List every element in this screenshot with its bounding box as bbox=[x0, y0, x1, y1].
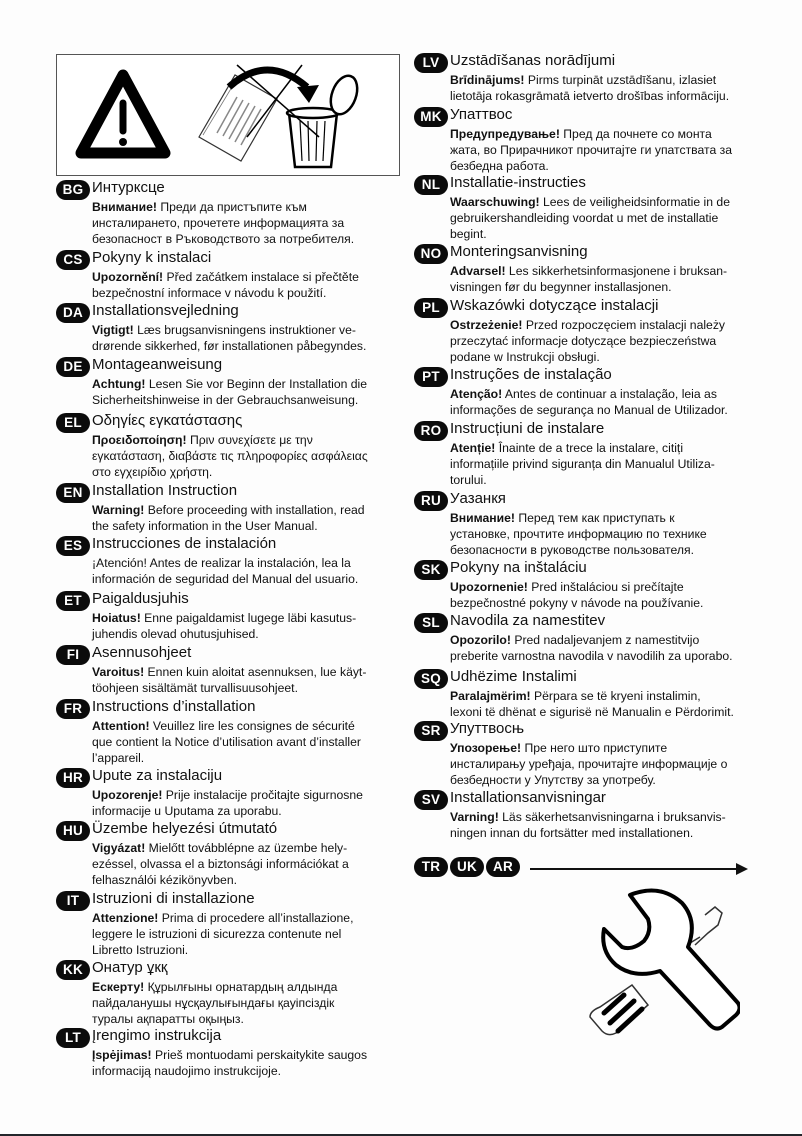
wrench-screwdriver-icon bbox=[560, 885, 740, 1080]
language-badge-hr: HR bbox=[56, 768, 90, 788]
warning-text: Mielőtt továbblépne az üzembe hely- bbox=[145, 841, 348, 855]
warning-line bbox=[450, 88, 729, 104]
warning-line bbox=[92, 979, 337, 995]
warning-line bbox=[450, 809, 726, 825]
warning-triangle-icon bbox=[57, 55, 401, 177]
entry-title: Instrucțiuni de instalare bbox=[450, 420, 605, 437]
warning-text: visningen før du begynner installasjonen. bbox=[450, 280, 672, 294]
warning-line bbox=[92, 448, 368, 464]
warning-label: Upozorenje! bbox=[92, 788, 163, 802]
warning-text: Пре него што приступите bbox=[521, 741, 668, 755]
warning-label: Warning! bbox=[92, 503, 145, 517]
entry-warning-text bbox=[92, 1047, 367, 1079]
language-badge-lt: LT bbox=[56, 1028, 90, 1048]
entry-title: Онатур ұкқ bbox=[92, 959, 168, 976]
warning-text: Преди да пристъпите към bbox=[156, 200, 307, 214]
warning-line bbox=[92, 910, 353, 926]
entry-warning-text bbox=[92, 718, 361, 766]
manual-to-trash-crossed-icon bbox=[199, 65, 362, 167]
warning-text: que contient la Notice d’utilisation avant d’installer bbox=[92, 735, 361, 749]
entry-warning-text bbox=[92, 199, 354, 247]
language-badge-bg: BG bbox=[56, 180, 90, 200]
warning-text: Пред да почнете со монта bbox=[559, 127, 712, 141]
warning-label: Предупредување! bbox=[450, 127, 560, 141]
warning-text: Înainte de a trece la instalare, citiți bbox=[495, 441, 684, 455]
warning-text: Before proceeding with installation, read bbox=[144, 503, 365, 517]
entry-warning-text bbox=[450, 632, 733, 664]
warning-line bbox=[92, 718, 361, 734]
warning-text: Pred inštaláciou si prečítajte bbox=[527, 580, 684, 594]
warning-label: Hoiatus! bbox=[92, 611, 141, 625]
warning-text: informacije u Uputama za uporabu. bbox=[92, 804, 282, 818]
entry-warning-text bbox=[450, 510, 707, 558]
entry-warning-text bbox=[92, 502, 365, 534]
warning-line bbox=[92, 995, 337, 1011]
warning-line bbox=[450, 333, 725, 349]
warning-text: Перед тем как приступать к bbox=[514, 511, 675, 525]
warning-text: туралы ақпаратты оқыңыз. bbox=[92, 1012, 244, 1026]
entry-warning-text bbox=[450, 440, 715, 488]
warning-text: безопасности в руководстве пользователя. bbox=[450, 543, 694, 557]
entry-title: Üzembe helyezési útmutató bbox=[92, 820, 278, 837]
warning-line bbox=[450, 472, 715, 488]
warning-text: στο εγχειρίδιο χρήστη. bbox=[92, 465, 213, 479]
entry-warning-text bbox=[92, 840, 349, 888]
warning-text: informações de segurança no Manual de Utilizador. bbox=[450, 403, 728, 417]
entry-title: Udhëzime Instalimi bbox=[450, 668, 577, 685]
warning-line bbox=[92, 680, 366, 696]
warning-text: preberite varnostna navodila v navodilih za uporabo. bbox=[450, 649, 733, 663]
language-badge-no: NO bbox=[414, 244, 448, 264]
language-badge-mk: MK bbox=[414, 107, 448, 127]
warning-label: Varoitus! bbox=[92, 665, 145, 679]
warning-label: Waarschuwing! bbox=[450, 195, 540, 209]
entry-title: Pokyny k instalaci bbox=[92, 249, 212, 266]
entry-warning-text bbox=[450, 126, 732, 174]
warning-text: begint. bbox=[450, 227, 487, 241]
warning-text: ezéssel, olvassa el a biztonsági információkat a bbox=[92, 857, 349, 871]
warning-line bbox=[450, 226, 730, 242]
warning-line bbox=[92, 626, 356, 642]
language-badge-ar: AR bbox=[486, 857, 520, 877]
warning-label: Upozornenie! bbox=[450, 580, 528, 594]
warning-line bbox=[92, 750, 361, 766]
warning-text: informațiile privind siguranța din Manualul Utiliza- bbox=[450, 457, 715, 471]
warning-text: Przed rozpoczęciem instalacji należy bbox=[522, 318, 726, 332]
warning-text: Prieš montuodami perskaitykite saugos bbox=[151, 1048, 368, 1062]
warning-line bbox=[450, 158, 732, 174]
entry-title: Istruzioni di installazione bbox=[92, 890, 255, 907]
entry-title: Navodila za namestitev bbox=[450, 612, 606, 629]
warning-label: Упозорење! bbox=[450, 741, 522, 755]
warning-line bbox=[450, 402, 728, 418]
warning-text: Læs brugsanvisningens instruktioner ve- bbox=[133, 323, 356, 337]
warning-text: Veuillez lire les consignes de sécurité bbox=[149, 719, 355, 733]
entry-warning-text bbox=[450, 194, 730, 242]
warning-line bbox=[92, 942, 353, 958]
entry-title: Instructions d’installation bbox=[92, 698, 256, 715]
entry-title: Installation Instruction bbox=[92, 482, 238, 499]
language-badge-sr: SR bbox=[414, 721, 448, 741]
safety-pictogram bbox=[56, 54, 400, 176]
warning-line bbox=[92, 376, 367, 392]
warning-line bbox=[92, 872, 349, 888]
warning-line bbox=[450, 526, 707, 542]
language-badge-el: EL bbox=[56, 413, 90, 433]
entry-warning-text bbox=[92, 376, 367, 408]
warning-text: ¡Atención! Antes de realizar la instalación, lea la bbox=[92, 556, 351, 570]
warning-line bbox=[92, 502, 365, 518]
warning-line bbox=[450, 194, 730, 210]
warning-text: жата, во Прирачникот прочитајте ги упатствата за bbox=[450, 143, 733, 157]
language-badge-sk: SK bbox=[414, 560, 448, 580]
arrow-right-line bbox=[530, 868, 740, 870]
entry-warning-text bbox=[450, 579, 703, 611]
warning-text: Құрылғыны орнатардың алдында bbox=[144, 980, 338, 994]
entry-warning-text bbox=[450, 386, 728, 418]
entry-title: Asennusohjeet bbox=[92, 644, 192, 661]
warning-line bbox=[92, 269, 359, 285]
warning-line bbox=[92, 840, 349, 856]
warning-text: Enne paigaldamist lugege läbi kasutus- bbox=[140, 611, 357, 625]
warning-line bbox=[92, 734, 361, 750]
warning-text: lexoni të dhënat e sigurisë në Manualin e Përdorimit. bbox=[450, 705, 734, 719]
warning-line bbox=[92, 338, 366, 354]
warning-text: Les sikkerhetsinformasjonene i bruksan- bbox=[505, 264, 728, 278]
warning-line bbox=[92, 664, 366, 680]
warning-line bbox=[450, 632, 733, 648]
warning-text: Ennen kuin aloitat asennuksen, lue käyt- bbox=[144, 665, 367, 679]
warning-line bbox=[450, 595, 703, 611]
entry-title: Montageanweisung bbox=[92, 356, 223, 373]
language-badge-kk: KK bbox=[56, 960, 90, 980]
warning-line bbox=[92, 1063, 367, 1079]
warning-label: Upozornění! bbox=[92, 270, 164, 284]
entry-title: Paigaldusjuhis bbox=[92, 590, 189, 607]
warning-text: podane w Instrukcji obsługi. bbox=[450, 350, 600, 364]
warning-line bbox=[450, 688, 734, 704]
entry-warning-text bbox=[92, 910, 353, 958]
warning-text: Prima di procedere all’installazione, bbox=[158, 911, 354, 925]
warning-text: Libretto Istruzioni. bbox=[92, 943, 189, 957]
warning-text: töohjeen sisältämät turvallisuusohjeet. bbox=[92, 681, 298, 695]
warning-text: bezpečnostní informace v návodu k použití. bbox=[92, 286, 327, 300]
warning-label: Attenzione! bbox=[92, 911, 159, 925]
warning-text: безопасност в Ръководството за потребителя. bbox=[92, 232, 355, 246]
entry-title: Οδηγίες εγκατάστασης bbox=[92, 412, 243, 429]
entry-title: Уазанкя bbox=[450, 490, 506, 507]
warning-text: пайдаланушы нұсқаулығындағы қауіпсіздік bbox=[92, 996, 335, 1010]
warning-text: lietotāja rokasgrāmatā ietverto drošības informāciju. bbox=[450, 89, 730, 103]
language-badge-sq: SQ bbox=[414, 669, 448, 689]
language-badge-da: DA bbox=[56, 303, 90, 323]
warning-label: Внимание! bbox=[92, 200, 157, 214]
warning-line bbox=[450, 648, 733, 664]
warning-line bbox=[92, 803, 363, 819]
warning-text: Lesen Sie vor Beginn der Installation die bbox=[145, 377, 368, 391]
entry-title: Pokyny na inštaláciu bbox=[450, 559, 587, 576]
language-badge-cs: CS bbox=[56, 250, 90, 270]
warning-text: Sicherheitshinweise in der Gebrauchsanweisung. bbox=[92, 393, 359, 407]
warning-text: torului. bbox=[450, 473, 487, 487]
warning-label: Внимание! bbox=[450, 511, 515, 525]
entry-title: Упуттвосњ bbox=[450, 720, 525, 737]
warning-text: bezpečnostné pokyny v návode na používanie. bbox=[450, 596, 704, 610]
warning-text: felhasználói kézikönyvben. bbox=[92, 873, 237, 887]
entry-warning-text bbox=[92, 432, 368, 480]
language-badge-ro: RO bbox=[414, 421, 448, 441]
entry-title: Installationsvejledning bbox=[92, 302, 239, 319]
entry-warning-text bbox=[92, 555, 358, 587]
warning-text: drørende sikkerhed, før installationen påbegyndes. bbox=[92, 339, 367, 353]
language-badge-de: DE bbox=[56, 357, 90, 377]
entry-title: Instrucciones de instalación bbox=[92, 535, 277, 552]
warning-text: przeczytać informacje dotyczące bezpieczeństwa bbox=[450, 334, 717, 348]
warning-line bbox=[92, 432, 368, 448]
language-badge-lv: LV bbox=[414, 53, 448, 73]
entry-title: Įrengimo instrukcija bbox=[92, 1027, 222, 1044]
language-badge-it: IT bbox=[56, 891, 90, 911]
language-badge-sv: SV bbox=[414, 790, 448, 810]
warning-label: Ескерту! bbox=[92, 980, 145, 994]
warning-text: инсталирането, прочетете информацията за bbox=[92, 216, 345, 230]
warning-text: безбедна работа. bbox=[450, 159, 549, 173]
warning-line bbox=[92, 787, 363, 803]
arrow-right-icon bbox=[736, 863, 748, 875]
warning-text: Läs säkerhetsanvisningarna i bruksanvis- bbox=[498, 810, 726, 824]
entry-warning-text bbox=[450, 809, 726, 841]
entry-warning-text bbox=[92, 269, 359, 301]
warning-text: Përpara se të kryeni instalimin, bbox=[530, 689, 701, 703]
entry-warning-text bbox=[92, 979, 337, 1027]
language-badge-tr: TR bbox=[414, 857, 448, 877]
entry-title: Uzstādīšanas norādījumi bbox=[450, 52, 616, 69]
entry-title: Installationsanvisningar bbox=[450, 789, 606, 806]
entry-title: Wskazówki dotyczące instalacji bbox=[450, 297, 659, 314]
warning-label: Varning! bbox=[450, 810, 499, 824]
warning-line bbox=[92, 926, 353, 942]
entry-title: Instruções de instalação bbox=[450, 366, 612, 383]
entry-title: Upute za instalaciju bbox=[92, 767, 223, 784]
entry-warning-text bbox=[450, 688, 734, 720]
warning-text: εγκατάσταση, διαβάστε τις πληροφορίες ασφάλειας bbox=[92, 449, 368, 463]
language-badge-nl: NL bbox=[414, 175, 448, 195]
warning-text: Pred nadaljevanjem z namestitvijo bbox=[510, 633, 700, 647]
warning-line bbox=[92, 1011, 337, 1027]
warning-label: Ostrzeżenie! bbox=[450, 318, 523, 332]
warning-text: información de seguridad del Manual del usuario. bbox=[92, 572, 359, 586]
warning-text: безбедности у Упутству за употребу. bbox=[450, 773, 656, 787]
warning-label: Atenção! bbox=[450, 387, 503, 401]
warning-text: Před začátkem instalace si přečtěte bbox=[163, 270, 359, 284]
entry-title: Monteringsanvisning bbox=[450, 243, 588, 260]
warning-label: Προειδοποίηση! bbox=[92, 433, 187, 447]
entry-warning-text bbox=[450, 263, 727, 295]
warning-label: Advarsel! bbox=[450, 264, 506, 278]
language-badge-en: EN bbox=[56, 483, 90, 503]
warning-line bbox=[92, 392, 367, 408]
language-badge-sl: SL bbox=[414, 613, 448, 633]
warning-line bbox=[450, 279, 727, 295]
warning-text: leggere le istruzioni di sicurezza contenute nel bbox=[92, 927, 342, 941]
warning-line bbox=[92, 610, 356, 626]
warning-line bbox=[450, 317, 725, 333]
warning-text: Antes de continuar a instalação, leia as bbox=[502, 387, 717, 401]
warning-label: Attention! bbox=[92, 719, 150, 733]
language-badge-fr: FR bbox=[56, 699, 90, 719]
warning-line bbox=[92, 199, 354, 215]
warning-line bbox=[450, 756, 727, 772]
warning-line bbox=[92, 555, 358, 571]
language-badge-pl: PL bbox=[414, 298, 448, 318]
warning-line bbox=[92, 518, 365, 534]
warning-text: инсталирању уређаја, прочитајте информације о bbox=[450, 757, 728, 771]
warning-line bbox=[450, 440, 715, 456]
warning-text: Pirms turpināt uzstādīšanu, izlasiet bbox=[524, 73, 717, 87]
warning-line bbox=[92, 322, 366, 338]
warning-line bbox=[450, 456, 715, 472]
warning-line bbox=[92, 231, 354, 247]
warning-line bbox=[450, 349, 725, 365]
warning-line bbox=[450, 263, 727, 279]
warning-line bbox=[92, 464, 368, 480]
warning-label: Atenție! bbox=[450, 441, 496, 455]
warning-text: juhendis olevad ohutusjuhised. bbox=[92, 627, 259, 641]
warning-label: Paralajmërim! bbox=[450, 689, 531, 703]
warning-text: informaciją naudojimo instrukcijoje. bbox=[92, 1064, 281, 1078]
entry-title: Installatie-instructies bbox=[450, 174, 586, 191]
warning-label: Vigyázat! bbox=[92, 841, 146, 855]
entry-title: Интурксце bbox=[92, 179, 165, 196]
language-badge-pt: PT bbox=[414, 367, 448, 387]
warning-line bbox=[92, 856, 349, 872]
warning-line bbox=[92, 215, 354, 231]
warning-line bbox=[450, 542, 707, 558]
warning-line bbox=[92, 285, 359, 301]
warning-line bbox=[92, 1047, 367, 1063]
warning-line bbox=[450, 510, 707, 526]
language-badge-es: ES bbox=[56, 536, 90, 556]
warning-label: Achtung! bbox=[92, 377, 146, 391]
entry-warning-text bbox=[92, 610, 356, 642]
warning-label: Vigtigt! bbox=[92, 323, 134, 337]
warning-text: Lees de veiligheidsinformatie in de bbox=[539, 195, 730, 209]
warning-line bbox=[450, 825, 726, 841]
warning-text: ningen innan du fortsätter med installationen. bbox=[450, 826, 694, 840]
warning-text: l’appareil. bbox=[92, 751, 145, 765]
entry-title: Упаттвос bbox=[450, 106, 513, 123]
entry-warning-text bbox=[450, 317, 725, 365]
entry-warning-text bbox=[450, 72, 729, 104]
entry-warning-text bbox=[450, 740, 727, 788]
entry-warning-text bbox=[92, 322, 366, 354]
warning-text: Prije instalacije pročitajte sigurnosne bbox=[162, 788, 363, 802]
warning-label: Įspėjimas! bbox=[92, 1048, 152, 1062]
warning-line bbox=[450, 772, 727, 788]
entry-warning-text bbox=[92, 787, 363, 819]
entry-warning-text bbox=[92, 664, 366, 696]
language-badge-ru: RU bbox=[414, 491, 448, 511]
warning-line bbox=[450, 579, 703, 595]
language-badge-uk: UK bbox=[450, 857, 484, 877]
warning-label: Opozorilo! bbox=[450, 633, 511, 647]
warning-line bbox=[450, 704, 734, 720]
warning-line bbox=[450, 126, 732, 142]
warning-text: gebruikershandleiding voordat u met de installatie bbox=[450, 211, 719, 225]
warning-line bbox=[450, 740, 727, 756]
warning-text: установке, прочтите информацию по технике bbox=[450, 527, 707, 541]
warning-line bbox=[92, 571, 358, 587]
warning-text: the safety information in the User Manual. bbox=[92, 519, 318, 533]
warning-line bbox=[450, 142, 732, 158]
warning-text: Πριν συνεχίσετε με την bbox=[186, 433, 313, 447]
language-badge-fi: FI bbox=[56, 645, 90, 665]
language-badge-et: ET bbox=[56, 591, 90, 611]
warning-line bbox=[450, 386, 728, 402]
warning-label: Brīdinājums! bbox=[450, 73, 525, 87]
warning-line bbox=[450, 210, 730, 226]
language-badge-hu: HU bbox=[56, 821, 90, 841]
warning-line bbox=[450, 72, 729, 88]
